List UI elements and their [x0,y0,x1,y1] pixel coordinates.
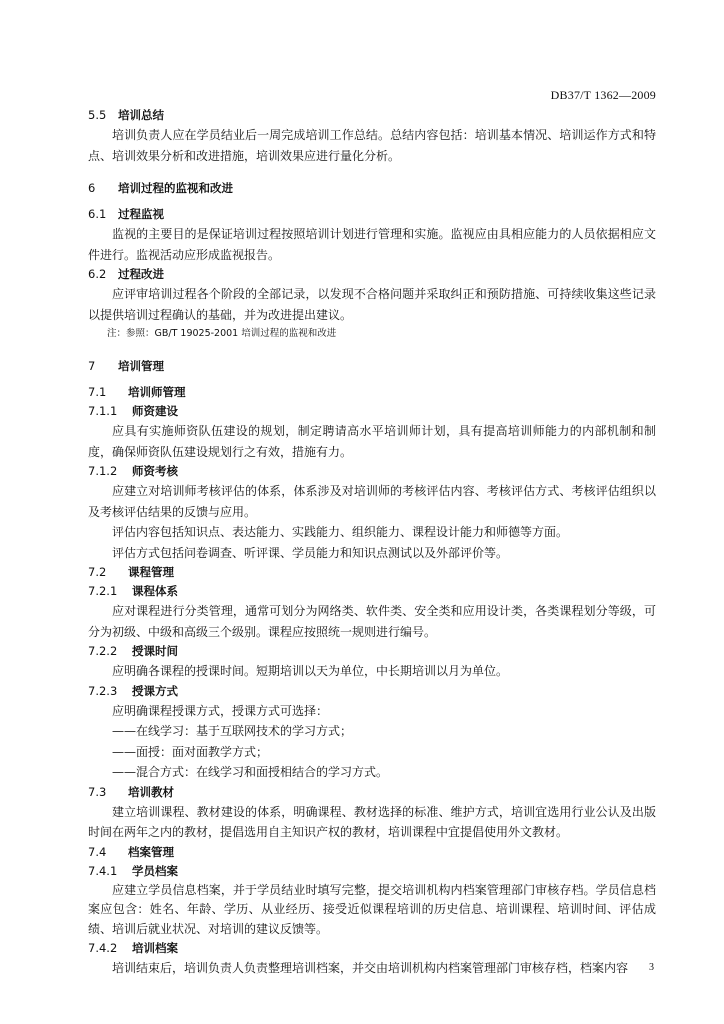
paragraph-7-2-3: 应明确课程授课方式，授课方式可选择： [112,703,329,718]
page-content [88,106,656,979]
paragraph-7-2-1: 应对课程进行分类管理，通常可划分为网络类、软件类、安全类和应用设计类，各类课程划分等级，可分为初级、中级和高级三个级别。课程应按照统一规则进行编号。 [88,604,656,639]
section-title: 课程体系 [132,584,178,598]
heading-6-1 [88,205,656,224]
section-title: 授课时间 [132,644,178,658]
section-number: 6.2 [88,267,107,281]
section-number: 7.4.1 [88,863,118,878]
section-title: 培训档案 [132,941,178,955]
paragraph-6-2: 应评审培训过程各个阶段的全部记录，以发现不合格问题并采取纠正和预防措施、可持续收集这些记录以提供培训过程确认的基础，并为改进提出建议。 [88,287,656,322]
section-title: 课程管理 [128,565,174,579]
section-title: 师资建设 [132,404,178,418]
paragraph-6-1: 监视的主要目的是保证培训过程按照培训计划进行管理和实施。监视应由具相应能力的人员依据相应文件进行。监视活动应形成监视报告。 [88,227,656,262]
section-title: 过程监视 [118,207,164,221]
section-title: 档案管理 [128,844,174,859]
heading-7-4-2 [88,939,656,958]
section-number: 7.4 [88,844,107,859]
paragraph-7-1-2-b: 评估内容包括知识点、表达能力、实践能力、组织能力、课程设计能力和师德等方面。 [112,525,569,539]
heading-7-2-3 [88,682,656,701]
section-number: 7.2.2 [88,644,118,658]
note-6-2: 注：参照：GB/T 19025-2001 培训过程的监视和改进 [107,328,337,339]
heading-7-2 [88,563,656,582]
heading-7-4-1 [88,862,656,881]
paragraph-7-4-2: 培训结束后，培训负责人负责整理培训档案，并交由培训机构内档案管理部门审核存档，档案内容 [112,961,629,975]
section-number: 7.4.2 [88,941,118,955]
page-number: 3 [649,962,654,973]
section-number: 6 [88,181,96,195]
heading-7 [88,357,656,376]
heading-7-1-1 [88,402,656,421]
section-title: 培训教材 [128,784,174,799]
heading-5-5 [88,106,656,125]
heading-7-3 [88,783,656,802]
section-number: 7.3 [88,784,107,799]
list-item-face-to-face: ——面授：面对面教学方式； [112,744,269,759]
section-number: 7.2.1 [88,584,118,598]
paragraph-5-5: 培训负责人应在学员结业后一周完成培训工作总结。总结内容包括：培训基本情况、培训运作方式和特点、培训效果分析和改进措施，培训效果应进行量化分析。 [88,128,656,163]
paragraph-7-1-2-c: 评估方式包括问卷调查、听评课、学员能力和知识点测试以及外部评价等。 [112,545,509,560]
section-title: 培训过程的监视和改进 [118,181,233,195]
paragraph-7-4-1: 应建立学员信息档案，并于学员结业时填写完整，提交培训机构内档案管理部门审核存档。学员信息档案应包含：姓名、年龄、学历、从业经历、接受近似课程培训的历史信息、培训课程、培训时间、评估成绩、培训后就业状况、对培训的建议反馈等。 [88,882,656,936]
heading-7-2-1 [88,582,656,601]
paragraph-7-1-2-a: 应建立对培训师考核评估的体系，体系涉及对培训师的考核评估内容、考核评估方式、考核评估组织以及考核评估结果的反馈与应用。 [88,484,656,519]
heading-6 [88,179,656,198]
section-number: 7.1 [88,385,107,399]
section-number: 5.5 [88,108,107,122]
section-number: 6.1 [88,207,107,221]
paragraph-7-3: 建立培训课程、教材建设的体系，明确课程、教材选择的标准、维护方式，培训宜选用行业公认及出版时间在两年之内的教材，提倡选用自主知识产权的教材，培训课程中宜提倡使用外文教材。 [88,804,656,839]
section-title: 培训总结 [118,108,164,122]
document-code: DB37/T 1362—2009 [550,88,656,102]
section-number: 7.2 [88,565,107,579]
section-title: 授课方式 [132,683,178,698]
section-title: 过程改进 [118,267,164,281]
list-item-online: ——在线学习：基于互联网技术的学习方式； [112,724,353,738]
heading-7-4 [88,843,656,862]
section-number: 7.1.2 [88,464,118,478]
list-item-blended: ——混合方式：在线学习和面授相结合的学习方式。 [112,765,389,779]
paragraph-7-1-1: 应具有实施师资队伍建设的规划，制定聘请高水平培训师计划，具有提高培训师能力的内部机制和制度，确保师资队伍建设规划行之有效，措施有力。 [88,424,656,459]
heading-7-1-2 [88,462,656,481]
section-title: 学员档案 [132,863,178,878]
heading-6-2 [88,265,656,284]
section-title: 培训管理 [118,359,164,373]
paragraph-7-2-2: 应明确各课程的授课时间。短期培训以天为单位，中长期培训以月为单位。 [112,664,509,678]
heading-7-1 [88,383,656,402]
heading-7-2-2 [88,642,656,661]
section-number: 7 [88,359,96,373]
section-title: 培训师管理 [128,385,186,399]
section-number: 7.1.1 [88,404,118,418]
section-number: 7.2.3 [88,683,118,698]
section-title: 师资考核 [132,464,178,478]
